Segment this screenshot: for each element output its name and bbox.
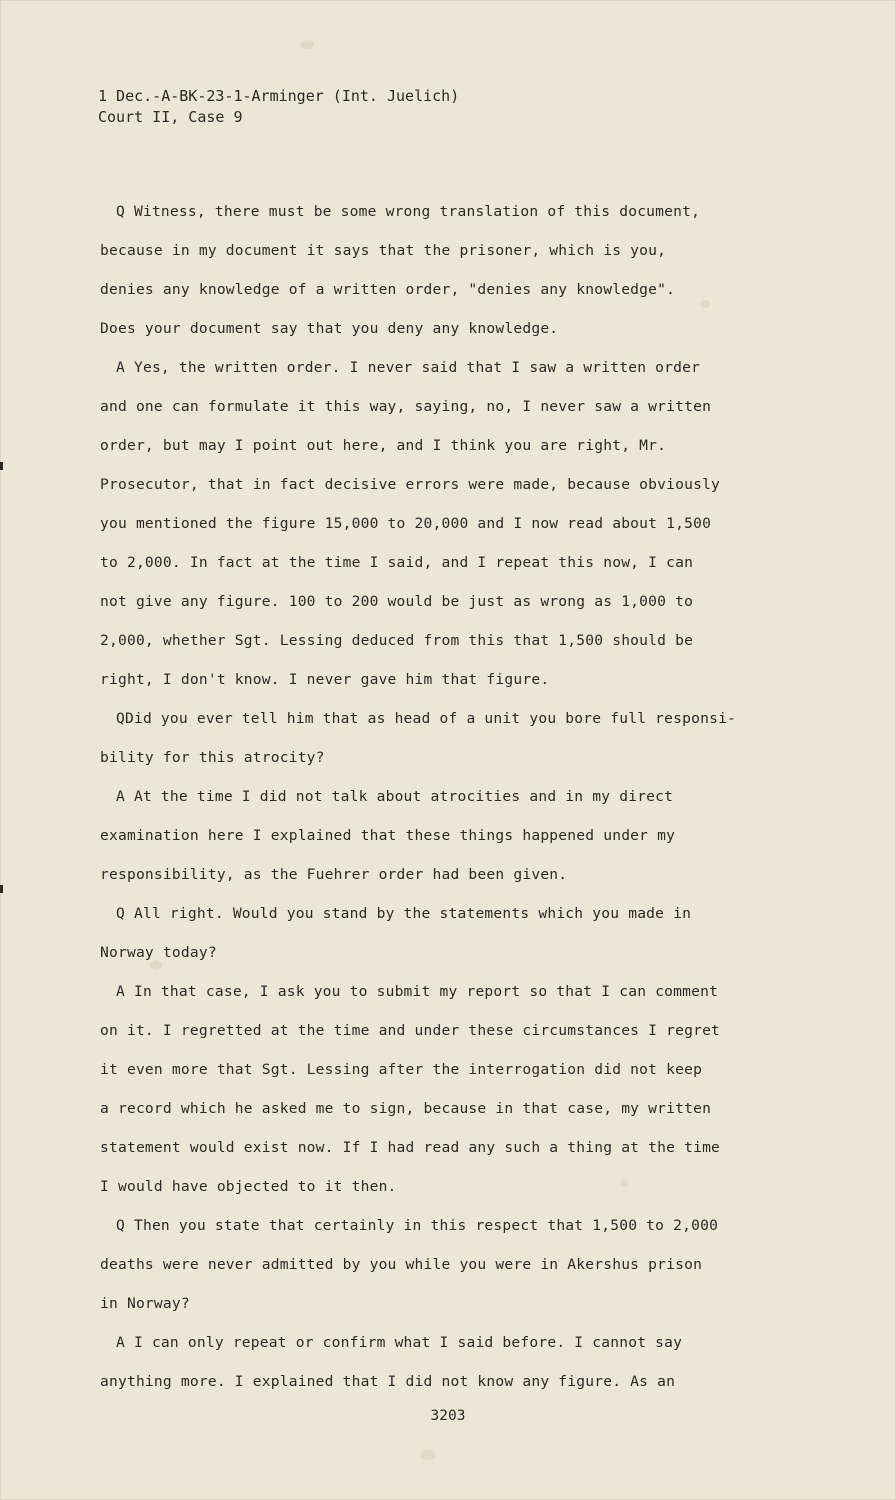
transcript-line: A I can only repeat or confirm what I said before. I cannot say xyxy=(116,1334,683,1351)
transcript-line: deaths were never admitted by you while you were in Akershus prison xyxy=(100,1256,703,1273)
transcript-line: and one can formulate it this way, saying, no, I never saw a written xyxy=(100,398,712,415)
transcript-line: 2,000, whether Sgt. Lessing deduced from this that 1,500 should be xyxy=(100,632,694,649)
transcript-line: a record which he asked me to sign, because in that case, my written xyxy=(100,1100,712,1117)
document-header xyxy=(98,86,459,128)
transcript-line: A In that case, I ask you to submit my report so that I can comment xyxy=(116,983,719,1000)
transcript-line: to 2,000. In fact at the time I said, and I repeat this now, I can xyxy=(100,554,694,571)
transcript-line: you mentioned the figure 15,000 to 20,000 and I now read about 1,500 xyxy=(100,515,712,532)
transcript-line: because in my document it says that the prisoner, which is you, xyxy=(100,242,667,259)
transcript-body xyxy=(100,198,800,1407)
transcript-line: order, but may I point out here, and I think you are right, Mr. xyxy=(100,437,667,454)
page-number: 3203 xyxy=(430,1408,466,1424)
transcript-line: Does your document say that you deny any knowledge. xyxy=(100,320,559,337)
transcript-line: in Norway? xyxy=(100,1295,190,1312)
transcript-line: on it. I regretted at the time and under these circumstances I regret xyxy=(100,1022,721,1039)
transcript-line: QDid you ever tell him that as head of a unit you bore full responsi- xyxy=(116,710,737,727)
court-case: Court II, Case 9 xyxy=(98,108,243,126)
case-reference: 1 Dec.-A-BK-23-1-Arminger (Int. Juelich) xyxy=(98,87,460,105)
transcript-line: I would have objected to it then. xyxy=(100,1178,397,1195)
transcript-line: A Yes, the written order. I never said that I saw a written order xyxy=(116,359,701,376)
transcript-line: Q All right. Would you stand by the statements which you made in xyxy=(116,905,692,922)
transcript-line: Q Witness, there must be some wrong translation of this document, xyxy=(116,203,701,220)
transcript-line: right, I don't know. I never gave him that figure. xyxy=(100,671,550,688)
transcript-line: Norway today? xyxy=(100,944,217,961)
transcript-line: Q Then you state that certainly in this respect that 1,500 to 2,000 xyxy=(116,1217,719,1234)
transcript-line: A At the time I did not talk about atrocities and in my direct xyxy=(116,788,674,805)
transcript-line: bility for this atrocity? xyxy=(100,749,325,766)
transcript-line: responsibility, as the Fuehrer order had been given. xyxy=(100,866,568,883)
transcript-line: anything more. I explained that I did not know any figure. As an xyxy=(100,1373,676,1390)
transcript-line: denies any knowledge of a written order, "denies any knowledge". xyxy=(100,281,676,298)
transcript-line: it even more that Sgt. Lessing after the interrogation did not keep xyxy=(100,1061,703,1078)
transcript-line: statement would exist now. If I had read any such a thing at the time xyxy=(100,1139,721,1156)
transcript-line: not give any figure. 100 to 200 would be just as wrong as 1,000 to xyxy=(100,593,694,610)
transcript-line: examination here I explained that these things happened under my xyxy=(100,827,676,844)
transcript-line: Prosecutor, that in fact decisive errors were made, because obviously xyxy=(100,476,721,493)
